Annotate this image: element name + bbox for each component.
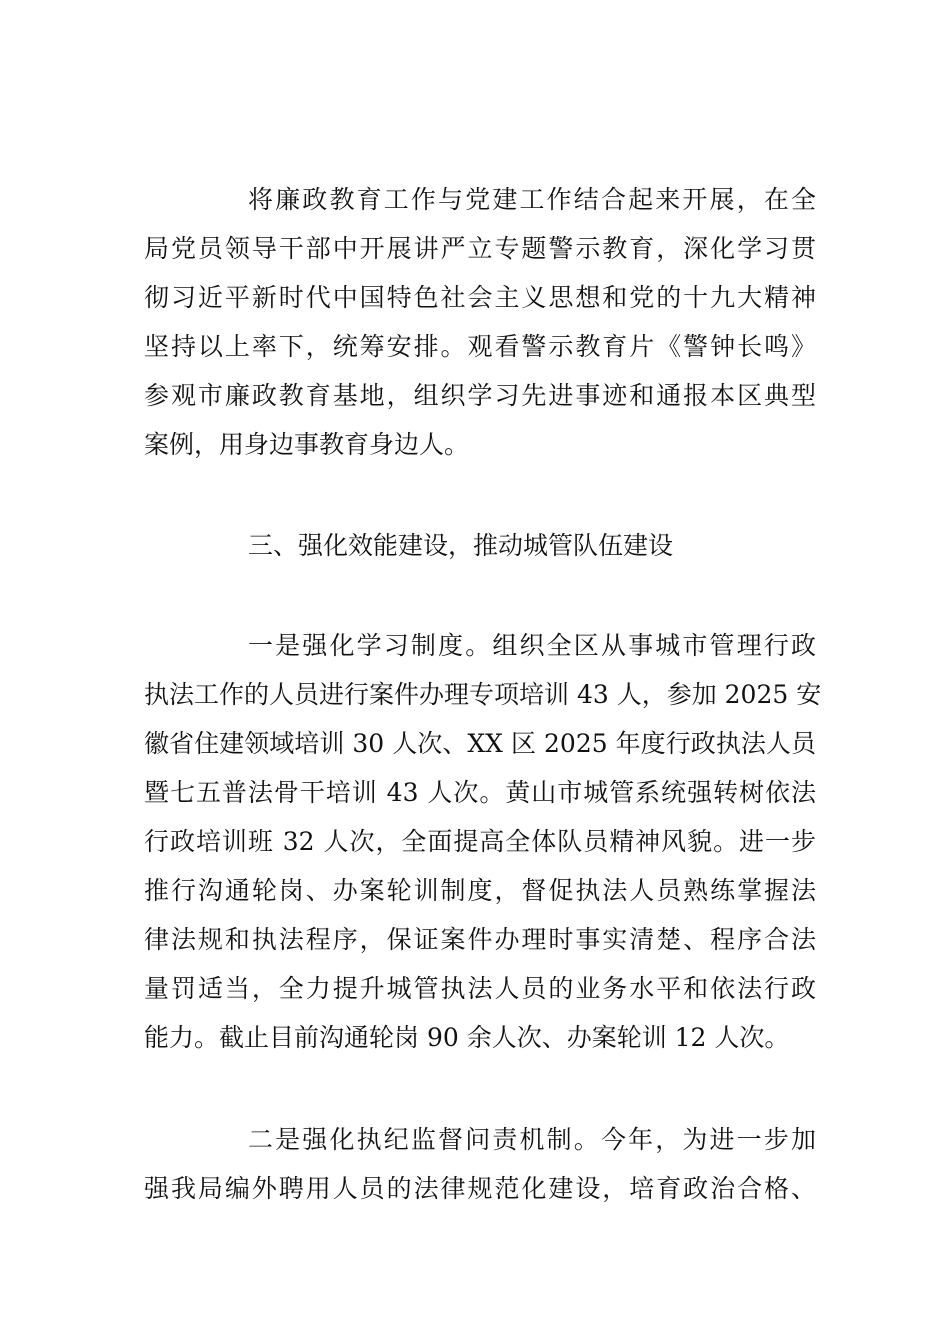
paragraph-line: 推行沟通轮岗、办案轮训制度，督促执法人员熟练掌握法 xyxy=(144,876,816,905)
paragraph-line: 执法工作的人员进行案件办理专项培训 43 人，参加 2025 安 xyxy=(144,680,822,709)
section-heading: 三、强化效能建设，推动城管队伍建设 xyxy=(248,531,674,560)
paragraph-line: 行政培训班 32 人次，全面提高全体队员精神风貌。进一步 xyxy=(144,827,816,856)
paragraph-line: 量罚适当，全力提升城管执法人员的业务水平和依法行政 xyxy=(144,974,816,1003)
paragraph-line: 参观市廉政教育基地，组织学习先进事迹和通报本区典型 xyxy=(144,381,816,410)
paragraph-line: 暨七五普法骨干培训 43 人次。黄山市城管系统强转树依法 xyxy=(144,778,816,807)
paragraph-line: 徽省住建领域培训 30 人次、XX 区 2025 年度行政执法人员 xyxy=(144,729,816,758)
paragraph-line: 坚持以上率下，统筹安排。观看警示教育片《警钟长鸣》 xyxy=(144,332,816,361)
paragraph-line: 彻习近平新时代中国特色社会主义思想和党的十九大精神 xyxy=(144,283,816,312)
paragraph-line: 一是强化学习制度。组织全区从事城市管理行政 xyxy=(248,631,816,660)
paragraph-line: 强我局编外聘用人员的法律规范化建设，培育政治合格、 xyxy=(144,1174,816,1203)
paragraph-line: 局党员领导干部中开展讲严立专题警示教育，深化学习贯 xyxy=(144,234,816,263)
paragraph-line: 案例，用身边事教育身边人。 xyxy=(144,430,470,459)
paragraph-line: 能力。截止目前沟通轮岗 90 余人次、办案轮训 12 人次。 xyxy=(144,1023,790,1052)
paragraph-line: 二是强化执纪监督问责机制。今年，为进一步加 xyxy=(248,1125,816,1154)
paragraph-line: 律法规和执法程序，保证案件办理时事实清楚、程序合法 xyxy=(144,925,816,954)
paragraph-line: 将廉政教育工作与党建工作结合起来开展，在全 xyxy=(248,185,816,214)
